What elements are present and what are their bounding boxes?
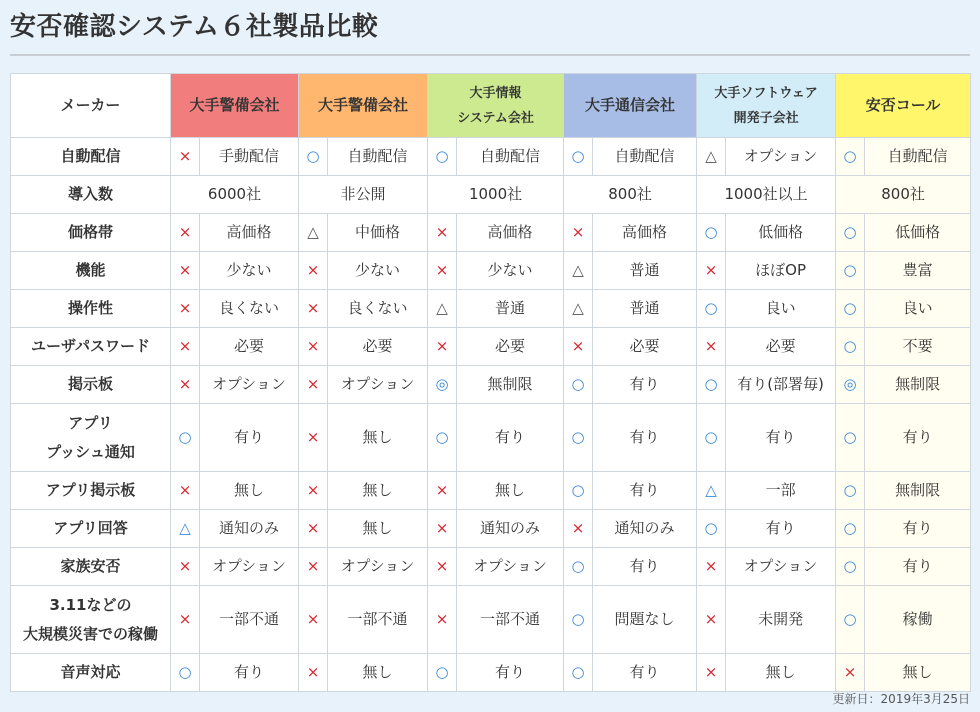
table-row — [11, 510, 971, 548]
updated-date: 更新日：2019年3月25日 — [832, 692, 970, 706]
cross-mark-icon: × — [428, 252, 457, 290]
circle-mark-icon: ○ — [836, 548, 865, 586]
value-cell: 通知のみ — [457, 510, 564, 548]
row-label — [11, 510, 171, 548]
value-cell: 高価格 — [200, 214, 299, 252]
circle-mark-icon: ○ — [836, 138, 865, 176]
value-cell: 有り — [200, 654, 299, 692]
circle-mark-icon: ○ — [428, 404, 457, 472]
value-cell: 手動配信 — [200, 138, 299, 176]
circle-mark-icon: ○ — [836, 290, 865, 328]
circle-mark-icon: ○ — [836, 586, 865, 654]
value-cell: 有り — [593, 548, 697, 586]
value-cell: 良い — [726, 290, 836, 328]
cross-mark-icon: × — [428, 586, 457, 654]
cross-mark-icon: × — [171, 214, 200, 252]
row-label-line: アプリ — [68, 413, 113, 432]
value-cell: 通知のみ — [200, 510, 299, 548]
cross-mark-icon: × — [836, 654, 865, 692]
value-cell: 普通 — [593, 252, 697, 290]
value-cell: 無し — [328, 654, 428, 692]
table-row — [11, 548, 971, 586]
value-cell: 1000社 — [428, 176, 564, 214]
row-label-line: ユーザパスワード — [30, 336, 151, 355]
row-label-line: 家族安否 — [60, 556, 121, 575]
value-cell: 自動配信 — [865, 138, 971, 176]
value-cell: 一部不通 — [457, 586, 564, 654]
value-cell: 良くない — [200, 290, 299, 328]
circle-mark-icon: ○ — [836, 404, 865, 472]
row-label — [11, 366, 171, 404]
company-name-line: 大手警備会社 — [318, 95, 409, 114]
company-name-line: 大手ソフトウェア — [714, 85, 818, 101]
value-cell: オプション — [200, 548, 299, 586]
circle-mark-icon: ○ — [564, 548, 593, 586]
row-label — [11, 548, 171, 586]
value-cell: 有り — [865, 510, 971, 548]
circle-mark-icon: ○ — [171, 404, 200, 472]
cross-mark-icon: × — [299, 290, 328, 328]
company-header-3 — [428, 74, 564, 138]
value-cell: 800社 — [564, 176, 697, 214]
cross-mark-icon: × — [564, 214, 593, 252]
value-cell: 自動配信 — [593, 138, 697, 176]
company-name-line: 安否コール — [865, 95, 941, 114]
triangle-mark-icon: △ — [697, 472, 726, 510]
value-cell: 自動配信 — [328, 138, 428, 176]
table-row — [11, 472, 971, 510]
table-row — [11, 366, 971, 404]
row-label-line: 自動配信 — [60, 146, 121, 165]
circle-mark-icon: ○ — [171, 654, 200, 692]
cross-mark-icon: × — [299, 472, 328, 510]
circle-mark-icon: ○ — [428, 138, 457, 176]
value-cell: オプション — [726, 548, 836, 586]
value-cell: 有り — [865, 404, 971, 472]
table-row — [11, 404, 971, 472]
cross-mark-icon: × — [171, 586, 200, 654]
circle-mark-icon: ○ — [428, 654, 457, 692]
row-label-line: 導入数 — [67, 184, 113, 203]
company-name-line: 大手通信会社 — [585, 95, 676, 114]
triangle-mark-icon: △ — [564, 290, 593, 328]
company-name-line: 大手警備会社 — [189, 95, 280, 114]
value-cell: 通知のみ — [593, 510, 697, 548]
cross-mark-icon: × — [299, 654, 328, 692]
value-cell: 無し — [726, 654, 836, 692]
row-label-line: アプリ回答 — [53, 518, 128, 537]
header-row — [11, 74, 971, 138]
row-label — [11, 404, 171, 472]
row-label — [11, 176, 171, 214]
cross-mark-icon: × — [697, 328, 726, 366]
value-cell: 1000社以上 — [697, 176, 836, 214]
cross-mark-icon: × — [171, 290, 200, 328]
value-cell: 無し — [200, 472, 299, 510]
value-cell: 無し — [328, 404, 428, 472]
row-label — [11, 328, 171, 366]
cross-mark-icon: × — [171, 548, 200, 586]
circle-mark-icon: ○ — [564, 404, 593, 472]
table-row — [11, 328, 971, 366]
triangle-mark-icon: △ — [171, 510, 200, 548]
row-label-line: プッシュ通知 — [46, 442, 135, 461]
value-cell: 有り — [200, 404, 299, 472]
table-row — [11, 654, 971, 692]
circle-mark-icon: ○ — [564, 138, 593, 176]
value-cell: 少ない — [200, 252, 299, 290]
value-cell: 低価格 — [726, 214, 836, 252]
table-row — [11, 214, 971, 252]
row-label — [11, 654, 171, 692]
row-label — [11, 138, 171, 176]
value-cell: 必要 — [457, 328, 564, 366]
cross-mark-icon: × — [299, 404, 328, 472]
double-circle-mark-icon: ◎ — [428, 366, 457, 404]
value-cell: オプション — [328, 548, 428, 586]
value-cell: 非公開 — [299, 176, 428, 214]
value-cell: 800社 — [836, 176, 971, 214]
value-cell: 良くない — [328, 290, 428, 328]
circle-mark-icon: ○ — [836, 472, 865, 510]
row-label-line: 操作性 — [67, 298, 113, 317]
value-cell: 有り — [457, 654, 564, 692]
circle-mark-icon: ○ — [697, 366, 726, 404]
table-row — [11, 586, 971, 654]
row-label-line: 掲示板 — [67, 374, 113, 393]
value-cell: ほぼOP — [726, 252, 836, 290]
value-cell: オプション — [726, 138, 836, 176]
value-cell: 良い — [865, 290, 971, 328]
circle-mark-icon: ○ — [697, 404, 726, 472]
value-cell: 有り — [593, 366, 697, 404]
value-cell: 有り — [593, 404, 697, 472]
table-row — [11, 290, 971, 328]
value-cell: 未開発 — [726, 586, 836, 654]
cross-mark-icon: × — [299, 366, 328, 404]
value-cell: 無制限 — [865, 472, 971, 510]
value-cell: 中価格 — [328, 214, 428, 252]
value-cell: オプション — [457, 548, 564, 586]
company-header-6 — [836, 74, 971, 138]
company-header-4 — [564, 74, 697, 138]
comparison-table — [10, 73, 971, 692]
row-label — [11, 472, 171, 510]
cross-mark-icon: × — [428, 548, 457, 586]
cross-mark-icon: × — [697, 586, 726, 654]
triangle-mark-icon: △ — [299, 214, 328, 252]
cross-mark-icon: × — [299, 510, 328, 548]
circle-mark-icon: ○ — [697, 510, 726, 548]
cross-mark-icon: × — [428, 328, 457, 366]
cross-mark-icon: × — [697, 548, 726, 586]
circle-mark-icon: ○ — [836, 328, 865, 366]
value-cell: 一部不通 — [200, 586, 299, 654]
value-cell: 無し — [457, 472, 564, 510]
row-label-line: 大規模災害での稼働 — [22, 624, 158, 643]
value-cell: 無し — [328, 472, 428, 510]
row-label-line: 音声対応 — [60, 662, 121, 681]
company-name-line: システム会社 — [457, 110, 534, 126]
circle-mark-icon: ○ — [564, 472, 593, 510]
triangle-mark-icon: △ — [564, 252, 593, 290]
table-row — [11, 176, 971, 214]
cross-mark-icon: × — [697, 252, 726, 290]
value-cell: 一部不通 — [328, 586, 428, 654]
value-cell: 有り — [457, 404, 564, 472]
value-cell: 必要 — [593, 328, 697, 366]
value-cell: 不要 — [865, 328, 971, 366]
row-label — [11, 290, 171, 328]
cross-mark-icon: × — [299, 548, 328, 586]
row-label — [11, 586, 171, 654]
value-cell: 低価格 — [865, 214, 971, 252]
triangle-mark-icon: △ — [428, 290, 457, 328]
double-circle-mark-icon: ◎ — [836, 366, 865, 404]
circle-mark-icon: ○ — [697, 214, 726, 252]
company-header-1 — [171, 74, 299, 138]
triangle-mark-icon: △ — [697, 138, 726, 176]
value-cell: 稼働 — [865, 586, 971, 654]
row-label — [11, 252, 171, 290]
cross-mark-icon: × — [299, 586, 328, 654]
value-cell: 有り — [726, 404, 836, 472]
circle-mark-icon: ○ — [836, 214, 865, 252]
circle-mark-icon: ○ — [564, 586, 593, 654]
company-name-line: 開発子会社 — [733, 110, 799, 126]
value-cell: 必要 — [726, 328, 836, 366]
cross-mark-icon: × — [428, 510, 457, 548]
title-divider — [10, 54, 970, 56]
table-row — [11, 138, 971, 176]
value-cell: 一部 — [726, 472, 836, 510]
value-cell: 有り(部署毎) — [726, 366, 836, 404]
company-header-5 — [697, 74, 836, 138]
value-cell: 自動配信 — [457, 138, 564, 176]
value-cell: オプション — [328, 366, 428, 404]
circle-mark-icon: ○ — [299, 138, 328, 176]
company-header-2 — [299, 74, 428, 138]
value-cell: 6000社 — [171, 176, 299, 214]
cross-mark-icon: × — [171, 328, 200, 366]
value-cell: 豊富 — [865, 252, 971, 290]
value-cell: 有り — [726, 510, 836, 548]
value-cell: 有り — [593, 654, 697, 692]
value-cell: 必要 — [328, 328, 428, 366]
cross-mark-icon: × — [697, 654, 726, 692]
cross-mark-icon: × — [428, 214, 457, 252]
cross-mark-icon: × — [171, 252, 200, 290]
row-label-line: 価格帯 — [67, 222, 113, 241]
value-cell: 少ない — [457, 252, 564, 290]
row-label — [11, 214, 171, 252]
cross-mark-icon: × — [171, 138, 200, 176]
value-cell: 無し — [328, 510, 428, 548]
cross-mark-icon: × — [299, 252, 328, 290]
value-cell: 必要 — [200, 328, 299, 366]
value-cell: 普通 — [457, 290, 564, 328]
circle-mark-icon: ○ — [836, 252, 865, 290]
value-cell: 問題なし — [593, 586, 697, 654]
cross-mark-icon: × — [428, 472, 457, 510]
row-label-line: アプリ掲示板 — [45, 480, 136, 499]
value-cell: 有り — [865, 548, 971, 586]
table-row — [11, 252, 971, 290]
row-label-line: 3.11などの — [49, 595, 132, 614]
value-cell: 高価格 — [593, 214, 697, 252]
value-cell: オプション — [200, 366, 299, 404]
value-cell: 有り — [593, 472, 697, 510]
company-name-line: 大手情報 — [469, 85, 522, 101]
cross-mark-icon: × — [564, 328, 593, 366]
circle-mark-icon: ○ — [564, 654, 593, 692]
cross-mark-icon: × — [299, 328, 328, 366]
circle-mark-icon: ○ — [697, 290, 726, 328]
maker-header: メーカー — [11, 74, 171, 138]
cross-mark-icon: × — [171, 472, 200, 510]
row-label-line: 機能 — [75, 260, 106, 279]
value-cell: 高価格 — [457, 214, 564, 252]
cross-mark-icon: × — [564, 510, 593, 548]
value-cell: 少ない — [328, 252, 428, 290]
value-cell: 無し — [865, 654, 971, 692]
value-cell: 無制限 — [457, 366, 564, 404]
circle-mark-icon: ○ — [564, 366, 593, 404]
value-cell: 普通 — [593, 290, 697, 328]
circle-mark-icon: ○ — [836, 510, 865, 548]
page-title: 安否確認システム６社製品比較 — [10, 12, 379, 42]
value-cell: 無制限 — [865, 366, 971, 404]
cross-mark-icon: × — [171, 366, 200, 404]
